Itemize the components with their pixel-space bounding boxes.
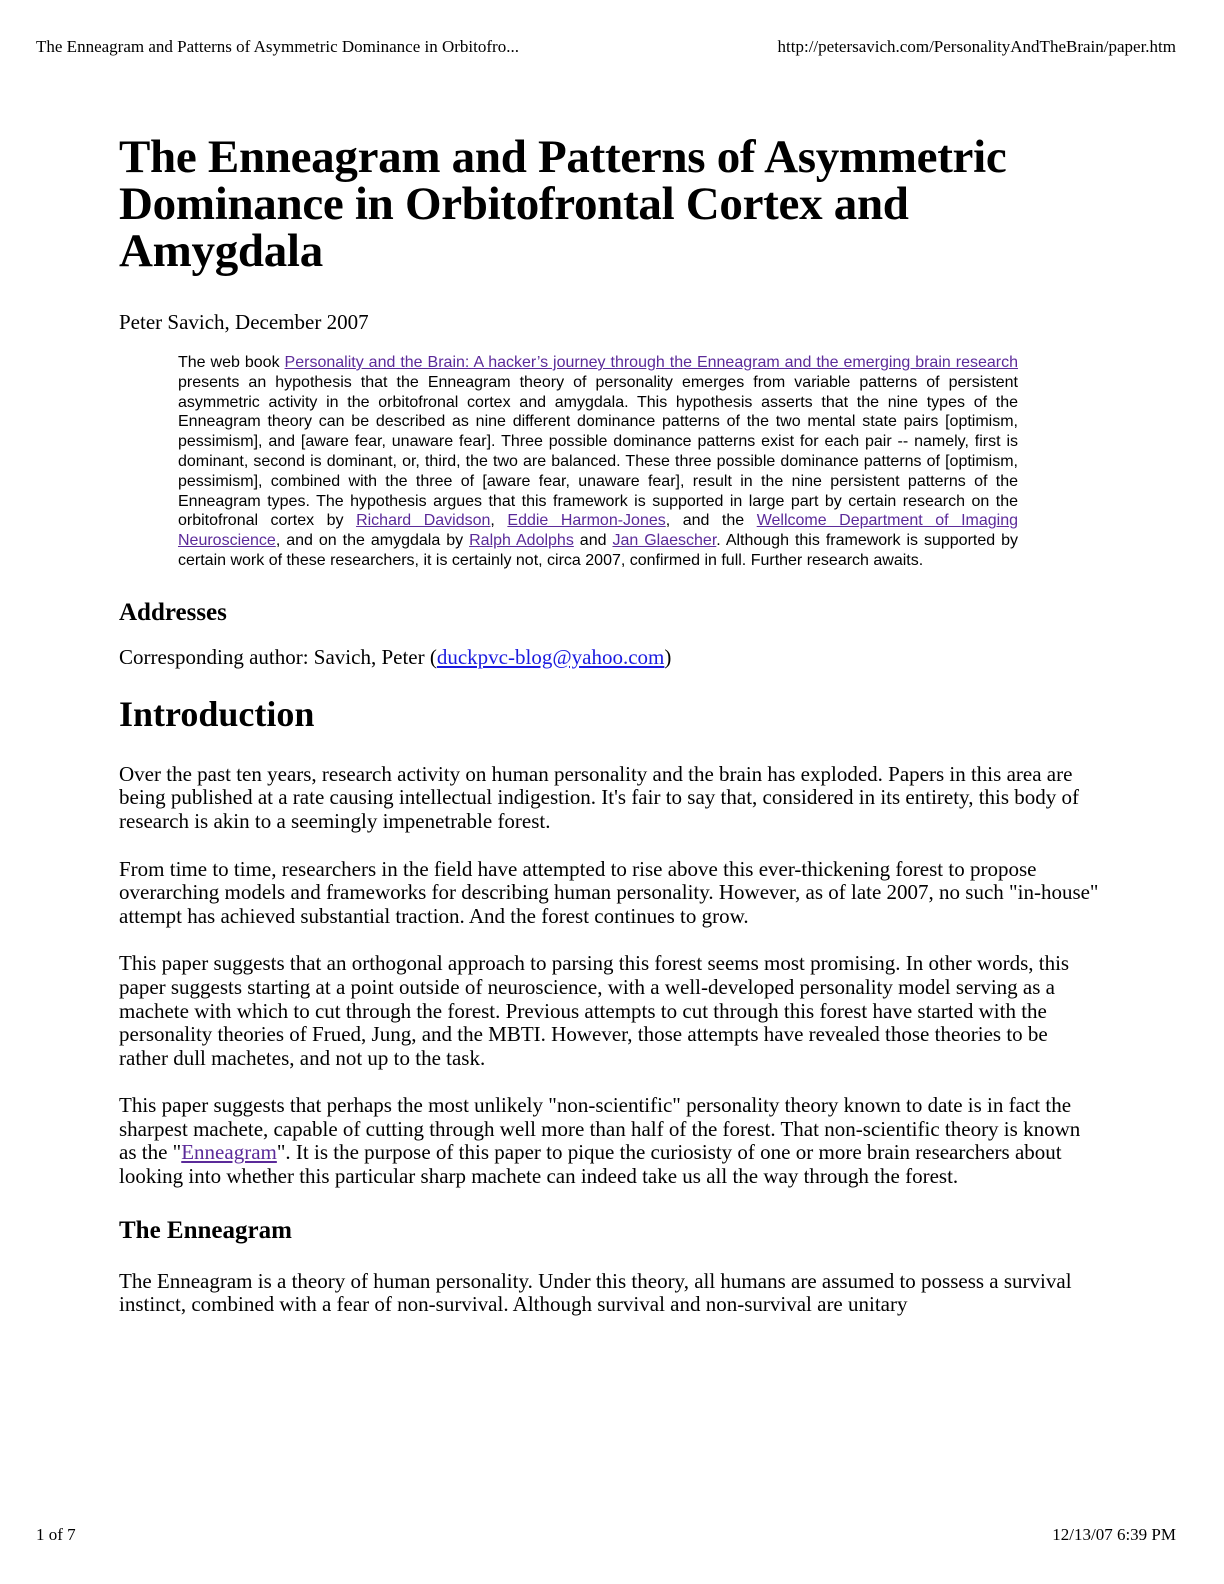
title-line-1: The Enneagram and Patterns of Asymmetric (119, 131, 1007, 183)
print-timestamp: 12/13/07 6:39 PM (1052, 1525, 1176, 1544)
addresses-heading: Addresses (119, 598, 227, 626)
link-richard-davidson[interactable]: Richard Davidson (356, 512, 491, 530)
enneagram-heading: The Enneagram (119, 1216, 292, 1244)
paper-title (119, 131, 1099, 277)
intro-paragraph-3: This paper suggests that an orthogonal approach to parsing this forest seems most promising. In other words, this paper suggests starting at a point outside of neuroscience, with a well-developed personality model serving as a machete with which to cut through the forest. Previous attempts to cut through this forest have started with the personality theories of Frued, Jung, and the MBTI. However, those attempts have revealed those theories to be rather dull machetes, and not up to the task. (119, 951, 1070, 1070)
corresponding-author: Corresponding author: Savich, Peter (duckpvc-blog@yahoo.com) (119, 644, 672, 669)
link-web-book[interactable]: Personality and the Brain: A hacker’s journey through the Enneagram and the emerging brain research (284, 354, 1019, 371)
document-body (119, 131, 1099, 1317)
intro-paragraph-1: Over the past ten years, research activity on human personality and the brain has exploded. Papers in this area are being published at a rate causing intellectual indigestion. It's fair to say that, considered in its entirety, this body of research is akin to a seemingly impenetrable forest. (119, 761, 1080, 833)
title-line-3: Amygdala (119, 225, 323, 277)
byline: Peter Savich, December 2007 (119, 310, 369, 334)
page-url: http://petersavich.com/PersonalityAndTheBrain/paper.htm (777, 37, 1176, 56)
link-eddie-harmon-jones[interactable]: Eddie Harmon-Jones (507, 512, 666, 530)
browser-page-title: The Enneagram and Patterns of Asymmetric Dominance in Orbitofro... (36, 37, 519, 56)
abstract: The web book Personality and the Brain: A hacker’s journey through the Enneagram and the emerging brain research presents an hypothesis that the Enneagram theory of personality emerges from variable patterns of persistent asymmetric activity in the orbitofronal cortex and amygdala. This hypothesis asserts that the nine types of the Enneagram theory can be described as nine different dominance patterns of the two mental state pairs [optimism, pessimism], and [aware fear, unaware fear]. Three possible dominance patterns exist for each pair -- namely, first is dominant, second is dominant, or, third, the two are balanced. These three possible dominance patterns of [optimism, pessimism], combined with the three of [aware fear, unaware fear], result in the nine persistent patterns of the Enneagram types. The hypothesis argues that this framework is supported in large part by certain research on the orbitofronal cortex by Richard Davidson, Eddie Harmon-Jones, and the Wellcome Department of Imaging Neuroscience, and on the amygdala by Ralph Adolphs and Jan Glaescher. Although this framework is supported by certain work of these researchers, it is certainly not, circa 2007, confirmed in full. Further research awaits. (178, 354, 1019, 569)
link-enneagram[interactable]: Enneagram (181, 1140, 277, 1165)
link-wellcome-department[interactable]: Wellcome Department of Imaging Neuroscience (178, 512, 1019, 550)
intro-paragraph-2: From time to time, researchers in the field have attempted to rise above this ever-thickening forest to propose overarching models and frameworks for describing human personality. However, as of late 2007, no such "in-house" attempt has achieved substantial traction. And the forest continues to grow. (119, 856, 1099, 928)
title-line-2: Dominance in Orbitofrontal Cortex and (119, 178, 909, 230)
page-count: 1 of 7 (36, 1525, 76, 1544)
introduction-heading: Introduction (119, 693, 315, 734)
link-ralph-adolphs[interactable]: Ralph Adolphs (469, 532, 574, 550)
author-email-link[interactable]: duckpvc-blog@yahoo.com (436, 644, 665, 669)
enneagram-paragraph-1: The Enneagram is a theory of human personality. Under this theory, all humans are assumed to possess a survival instinct, combined with a fear of non-survival. Although survival and non-survival are unitary (119, 1268, 1072, 1317)
link-jan-glaescher[interactable]: Jan Glaescher (612, 532, 717, 550)
intro-paragraph-4: This paper suggests that perhaps the most unlikely "non-scientific" personality theory known to date is in fact the sharpest machete, capable of cutting through well more than half of the forest. That non-scientific theory is known as the "Enneagram". It is the purpose of this paper to pique the curiosisty of one or more brain researchers about looking into whether this particular sharp machete can indeed take us all the way through the forest. (119, 1093, 1081, 1189)
